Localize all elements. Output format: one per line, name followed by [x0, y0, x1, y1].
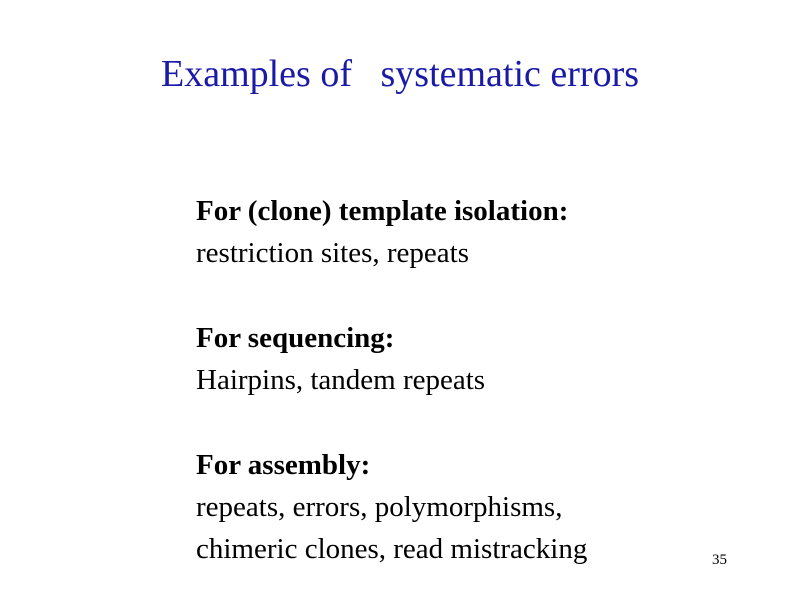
slide-number: 35 — [712, 552, 727, 568]
section-heading: For (clone) template isolation: — [196, 195, 569, 227]
section-heading: For sequencing: — [196, 322, 395, 354]
section-heading: For assembly: — [196, 449, 371, 481]
section-text: restriction sites, repeats — [196, 237, 469, 269]
section-sequencing — [196, 317, 756, 401]
section-text: chimeric clones, read mistracking — [196, 533, 588, 565]
section-assembly — [196, 444, 756, 570]
section-template-isolation — [196, 190, 756, 274]
section-text: Hairpins, tandem repeats — [196, 364, 486, 396]
slide-body — [196, 190, 756, 613]
slide-title: Examples of systematic errors — [160, 53, 640, 95]
section-text: repeats, errors, polymorphisms, — [196, 491, 563, 523]
